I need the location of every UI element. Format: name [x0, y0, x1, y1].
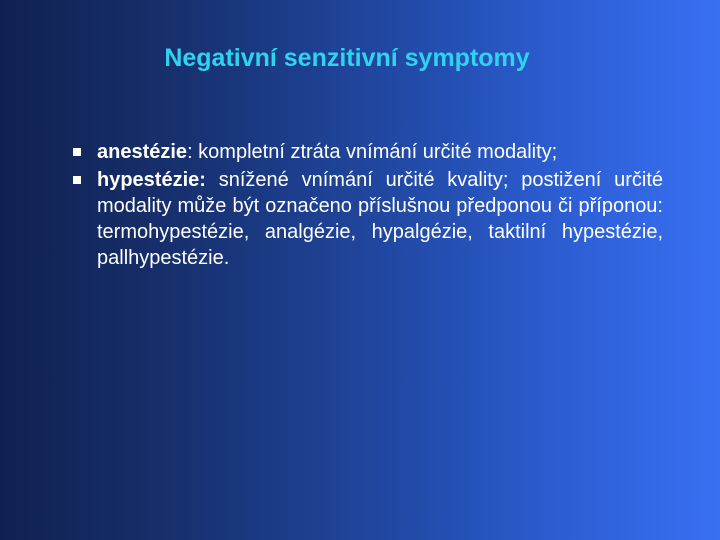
- bullet-text: snížené vnímání určité kvality; postižení určité modality může být označeno příslušnou předponou či příponou: termohypestézie, analgézie, hypalgézie, taktilní hypestézie, pallhypestézie.: [97, 169, 663, 269]
- bullet-text: : kompletní ztráta vnímání určité modality;: [187, 141, 558, 163]
- bullet-item-anestezie: [73, 139, 663, 165]
- slide-title: Negativní senzitivní symptomy: [164, 44, 530, 72]
- square-bullet-icon: [73, 148, 81, 156]
- bullet-item-hypestezie: [73, 167, 663, 271]
- bullet-term: anestézie: [97, 141, 188, 163]
- bullet-list: [73, 139, 663, 273]
- bullet-term: hypestézie:: [97, 169, 206, 191]
- square-bullet-icon: [73, 176, 81, 184]
